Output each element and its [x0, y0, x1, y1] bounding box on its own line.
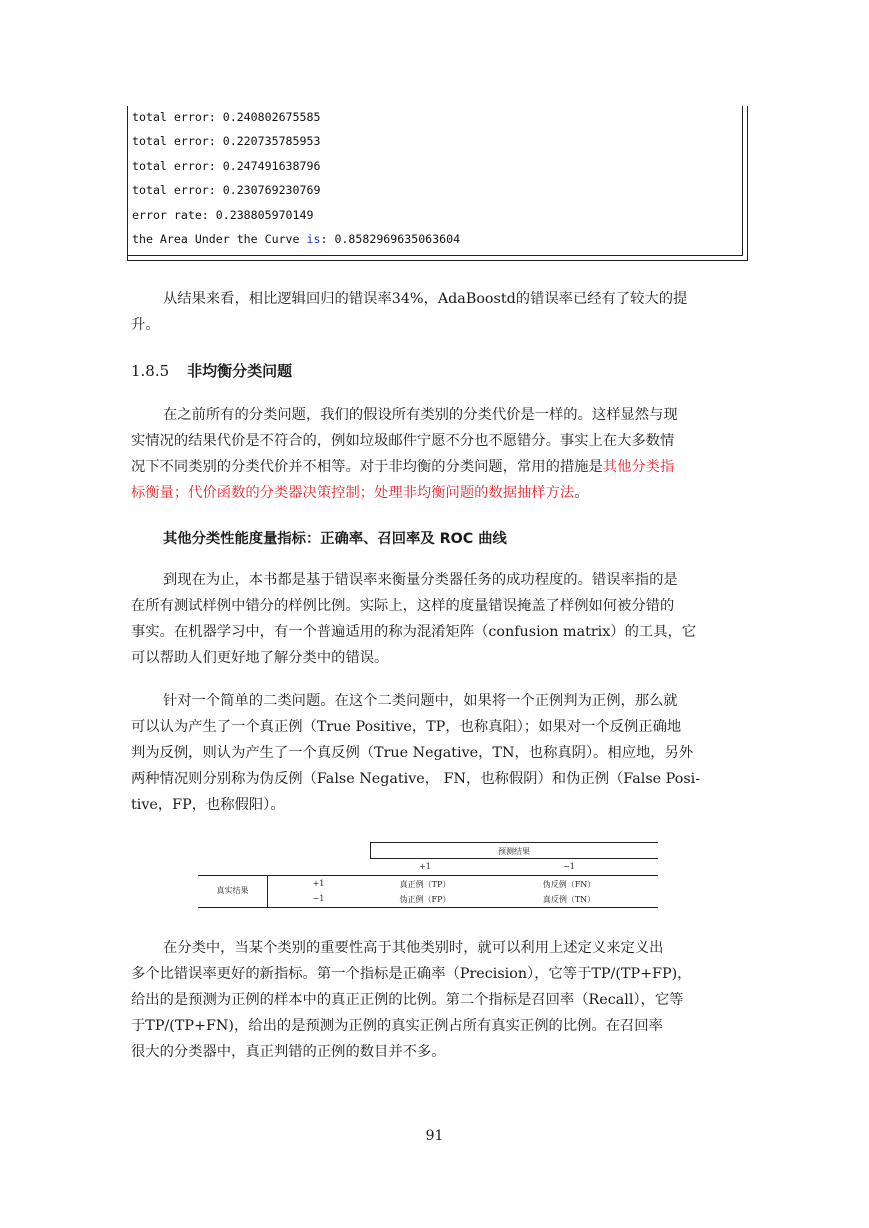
paragraph-imbalance: 在之前所有的分类问题，我们的假设所有类别的分类代价是一样的。这样显然与现 实情况的结果代价是不符合的，例如垃圾邮件宁愿不分也不愿错分。事实上在大多数情 况下不同类别的分类代价并不相等。对于非均衡的分类问题，常用的措施是其他分类指 标衡量；代价函数的分类器决策控制；处理非均衡问题的数据抽样方法。	[131, 407, 678, 501]
code-listing-box	[127, 106, 748, 261]
table-rule	[370, 858, 658, 859]
section-heading	[131, 360, 292, 381]
table-cell-fn: 伪反例（FN）	[542, 880, 596, 889]
code-line: total error: 0.220735785953	[132, 134, 321, 148]
paragraph-binary-problem: 针对一个简单的二类问题。在这个二类问题中，如果将一个正例判为正例，那么就 可以认为产生了一个真正例（True Positive，TP，也称真阳）；如果对一个反例正确地 判为反例，则认为产生了一个真反例（True Negative，TN，也称真阴）。相应地，另外 两种情况则分别称为伪反例（False Negative， FN，也称假阴）和伪正例（False Posi- tive，FP，也称假阳）。	[131, 693, 701, 813]
highlight-text: 其他分类指	[602, 459, 675, 475]
table-header-predicted: 预测结果	[498, 847, 530, 856]
confusion-matrix-table	[198, 842, 658, 908]
code-line: total error: 0.240802675585	[132, 110, 321, 124]
code-box-inner-border-bottom	[128, 255, 743, 256]
highlight-text: 标衡量；代价函数的分类器决策控制；处理非均衡问题的数据抽样方法	[131, 485, 575, 501]
page-number: 91	[425, 1128, 444, 1144]
subheading: 其他分类性能度量指标：正确率、召回率及 ROC 曲线	[163, 531, 507, 547]
paragraph-precision-recall: 在分类中，当某个类别的重要性高于其他类别时，就可以利用上述定义来定义出 多个比错误率更好的新指标。第一个指标是正确率（Precision），它等于TP/(TP+FP)， 给出的是预测为正例的样本中的真正正例的比例。第二个指标是召回率（Recall），它等 于TP/(TP+FN)，给出的是预测为正例的真实正例占所有真实正例的比例。在召回率 很大的分类器中，真正判错的正例的数目并不多。	[131, 940, 692, 1060]
table-row-neg: −1	[312, 894, 325, 903]
table-col-neg: −1	[563, 862, 575, 871]
paragraph-error-rate: 到现在为止，本书都是基于错误率来衡量分类器任务的成功程度的。错误率指的是 在所有测试样例中错分的样例比例。实际上，这样的度量错误掩盖了样例如何被分错的 事实。在机器学习中，有一个普遍适用的称为混淆矩阵（confusion matrix）的工具，它 可以帮助人们更好地了解分类中的错误。	[131, 572, 697, 666]
table-cell-tp: 真正例（TP）	[399, 880, 451, 889]
table-row-header: 真实结果	[216, 886, 249, 895]
table-col-pos: +1	[419, 862, 431, 871]
section-number: 1.8.5	[131, 362, 170, 380]
table-rule	[370, 842, 371, 859]
code-box-inner-border	[742, 106, 743, 256]
code-line: error rate: 0.238805970149	[132, 208, 314, 222]
code-keyword: is	[306, 232, 321, 246]
section-title: 非均衡分类问题	[187, 362, 293, 380]
table-cell-fp: 伪正例（FP）	[399, 895, 451, 904]
table-cell-tn: 真反例（TN）	[542, 895, 596, 904]
table-rule	[198, 907, 658, 908]
code-line: total error: 0.247491638796	[132, 159, 321, 173]
table-rule	[370, 842, 658, 843]
code-line: the Area Under the Curve is: 0.8582969635063604	[132, 232, 461, 246]
table-row-pos: +1	[312, 879, 325, 888]
paragraph-result: 从结果来看，相比逻辑回归的错误率34%，AdaBoostd的错误率已经有了较大的提 升。	[131, 291, 688, 333]
code-line: total error: 0.230769230769	[132, 183, 321, 197]
